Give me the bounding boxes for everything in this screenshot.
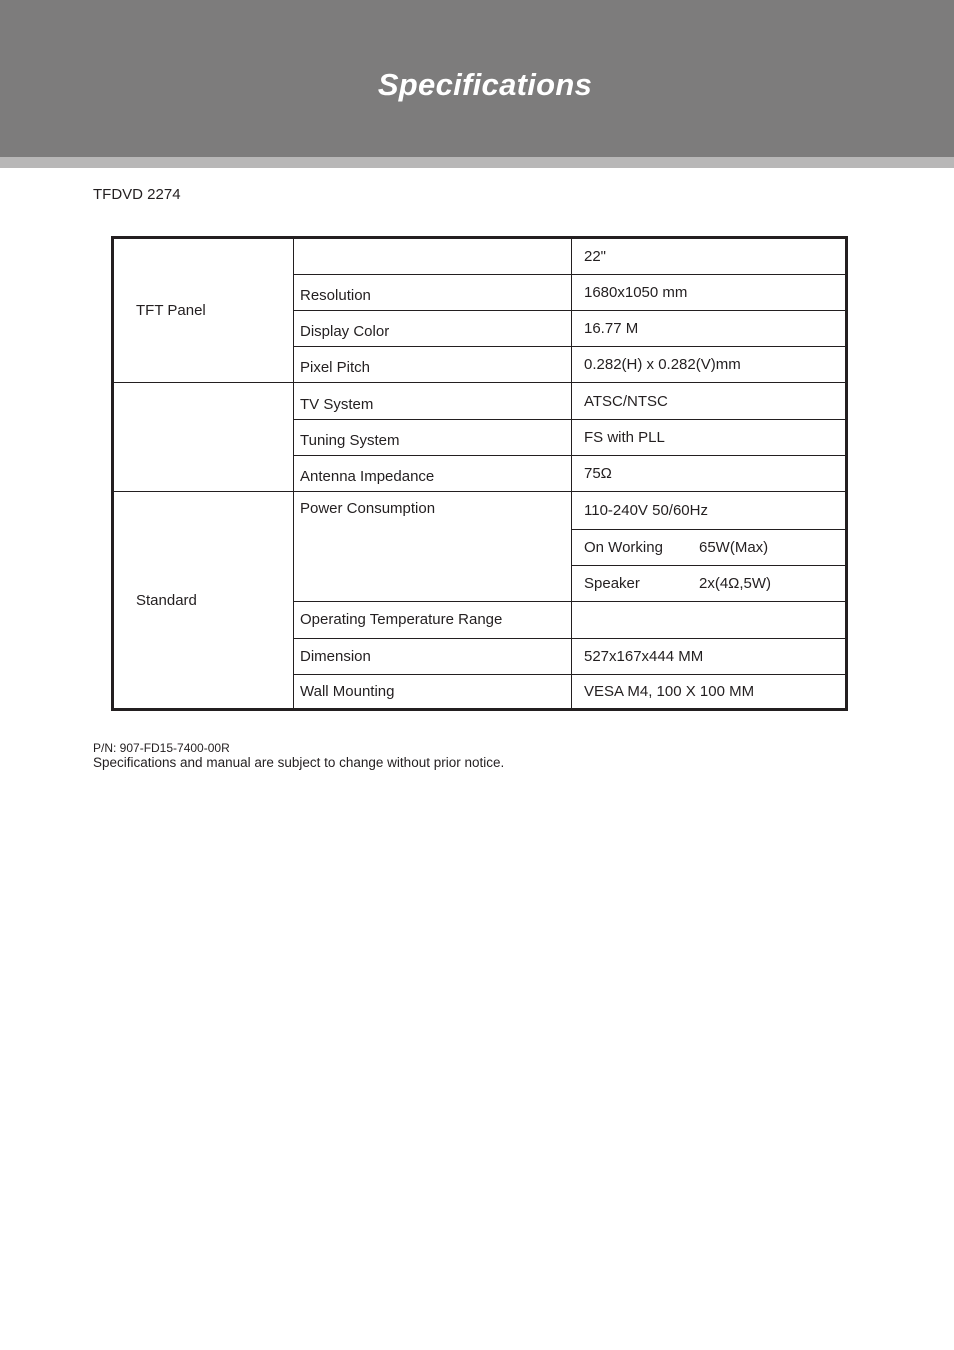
spec-value-size: 22" xyxy=(572,238,847,275)
on-working-value: 65W(Max) xyxy=(699,538,769,556)
change-notice: Specifications and manual are subject to change without prior notice. xyxy=(93,755,505,770)
spec-label-size xyxy=(294,238,572,275)
on-working-label: On Working xyxy=(584,538,663,556)
spec-label-tuning-system: Tuning System xyxy=(294,420,572,456)
spec-label-display-color: Display Color xyxy=(294,311,572,347)
spec-value-tuning-system: FS with PLL xyxy=(572,420,847,456)
spec-value-resolution: 1680x1050 mm xyxy=(572,275,847,311)
footer xyxy=(93,741,504,771)
spec-table xyxy=(111,236,848,711)
category-standard: Standard xyxy=(113,492,294,710)
spec-value-display-color: 16.77 M xyxy=(572,311,847,347)
spec-value-antenna-impedance: 75Ω xyxy=(572,456,847,492)
spec-value-operating-temperature xyxy=(572,601,847,638)
spec-label-antenna-impedance: Antenna Impedance xyxy=(294,456,572,492)
spec-label-power-consumption: Power Consumption xyxy=(294,492,572,601)
spec-value-pixel-pitch: 0.282(H) x 0.282(V)mm xyxy=(572,347,847,383)
table-row xyxy=(113,383,847,420)
spec-label-tv-system: TV System xyxy=(294,383,572,420)
category-tv xyxy=(113,383,294,492)
spec-value-speaker xyxy=(572,565,847,601)
spec-value-power-input: 110-240V 50/60Hz xyxy=(572,492,847,529)
spec-label-resolution: Resolution xyxy=(294,275,572,311)
table-row xyxy=(113,238,847,275)
spec-label-wall-mounting: Wall Mounting xyxy=(294,674,572,709)
spec-label-operating-temperature: Operating Temperature Range xyxy=(294,601,572,638)
spec-value-dimension: 527x167x444 MM xyxy=(572,638,847,674)
table-row xyxy=(113,492,847,529)
speaker-label: Speaker xyxy=(584,574,640,592)
spec-label-pixel-pitch: Pixel Pitch xyxy=(294,347,572,383)
page-title: Specifications xyxy=(377,67,593,102)
category-tft-panel: TFT Panel xyxy=(113,238,294,383)
spec-value-wall-mounting: VESA M4, 100 X 100 MM xyxy=(572,674,847,709)
part-number: P/N: 907-FD15-7400-00R xyxy=(93,741,230,755)
spec-label-dimension: Dimension xyxy=(294,638,572,674)
model-number: TFDVD 2274 xyxy=(93,186,181,203)
speaker-value: 2x(4Ω,5W) xyxy=(699,574,772,592)
spec-value-tv-system: ATSC/NTSC xyxy=(572,383,847,420)
header-stripe xyxy=(0,157,954,168)
spec-value-on-working xyxy=(572,529,847,565)
